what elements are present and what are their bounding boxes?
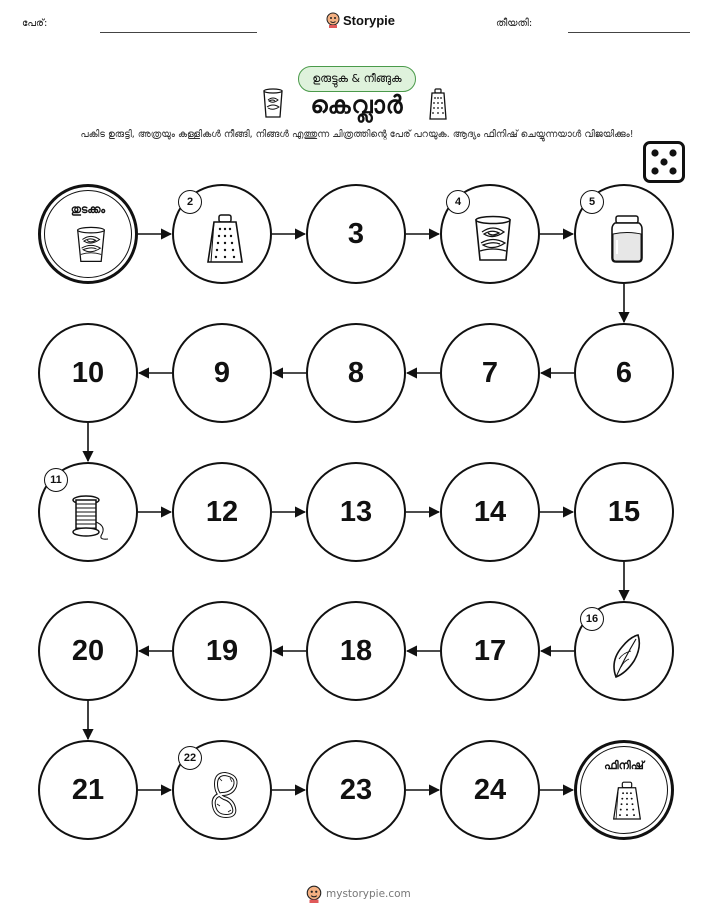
footer-site: mystorypie.com [326,888,411,900]
board-space-4[interactable] [440,184,540,284]
space-number-badge: 4 [446,190,470,214]
rope-knot-icon [202,770,248,820]
board-space-9[interactable] [172,323,272,423]
footer [306,885,411,903]
space-number: 17 [473,634,507,667]
cup-icon [73,223,109,267]
space-number: 8 [347,356,365,389]
board-space-19[interactable] [172,601,272,701]
space-number-badge: 2 [178,190,202,214]
board-space-12[interactable] [172,462,272,562]
leaf-icon [604,631,650,681]
logo-text: Storypie [343,12,396,28]
board-space-13[interactable] [306,462,406,562]
jar-icon [604,214,650,264]
space-number: 3 [347,217,365,250]
space-number: 19 [205,634,239,667]
space-number: 10 [71,356,105,389]
space-number: 15 [607,495,641,528]
space-number-badge: 11 [44,468,68,492]
space-number-badge: 16 [580,607,604,631]
space-number: 12 [205,495,239,528]
start-space[interactable] [38,184,138,284]
board-space-18[interactable] [306,601,406,701]
space-number: 14 [473,495,507,528]
space-number: 9 [213,356,231,389]
board-space-8[interactable] [306,323,406,423]
space-number: 24 [473,773,507,806]
space-number: 21 [71,773,105,806]
board-space-22[interactable] [172,740,272,840]
board-space-10[interactable] [38,323,138,423]
board-space-11[interactable] [38,462,138,562]
grater-icon [609,779,645,823]
board-space-3[interactable] [306,184,406,284]
date-label: തീയതി: [496,18,533,29]
space-number: 6 [615,356,633,389]
space-number: 20 [71,634,105,667]
board-space-16[interactable] [574,601,674,701]
board-space-14[interactable] [440,462,540,562]
space-number: 23 [339,773,373,806]
board-space-17[interactable] [440,601,540,701]
board-space-2[interactable] [172,184,272,284]
page-title: കെവ്ലാർ [310,91,404,119]
board-space-5[interactable] [574,184,674,284]
game-type-badge: ഉരുട്ടുക & നീങ്ങുക [298,66,416,92]
space-number: 7 [481,356,499,389]
board-space-23[interactable] [306,740,406,840]
board-space-6[interactable] [574,323,674,423]
finish-space[interactable] [574,740,674,840]
space-number: 13 [339,495,373,528]
board-space-24[interactable] [440,740,540,840]
space-number: 18 [339,634,373,667]
space-number-badge: 22 [178,746,202,770]
start-label: തുടക്കം [70,203,106,216]
space-number-badge: 5 [580,190,604,214]
thread-spool-icon [68,492,114,542]
board-space-15[interactable] [574,462,674,562]
board-space-7[interactable] [440,323,540,423]
grater-icon [202,214,248,264]
board-space-21[interactable] [38,740,138,840]
board-space-20[interactable] [38,601,138,701]
cup-icon [470,214,516,264]
finish-label: ഫിനിഷ് [604,759,644,772]
instructions: പകിട ഉരുട്ടി, അത്രയും കള്ളികൾ നീങ്ങി, നിങ്ങൾ എത്തുന്ന ചിത്രത്തിന്റെ പേര് പറയുക. ആദ്യം ഫിനിഷ് ചെയ്യുന്നയാൾ വിജയിക്കും! [80,129,634,140]
storypie-mascot-icon [306,885,322,903]
name-label: പേര്: [22,18,48,29]
